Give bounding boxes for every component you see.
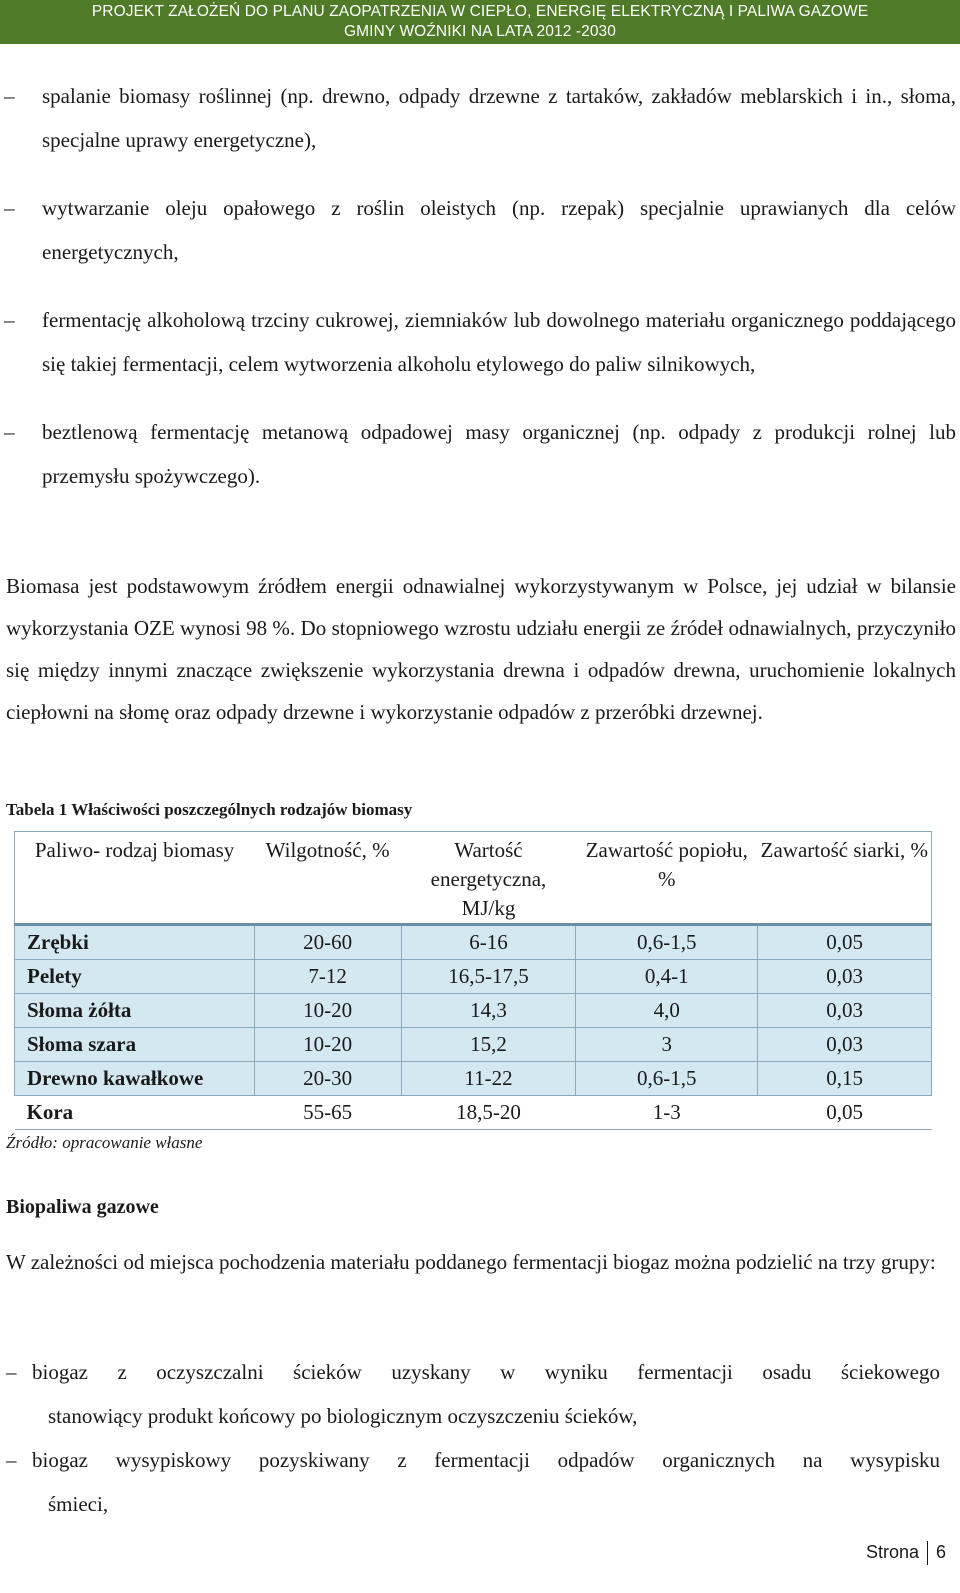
list-item-continuation: śmieci, — [48, 1492, 109, 1516]
paragraph-biogas-groups: W zależności od miejsca pochodzenia materiału poddanego fermentacji biogaz można podzielić na trzy grupy: — [6, 1250, 936, 1274]
table-row — [15, 1062, 932, 1096]
page-header — [0, 0, 960, 44]
table-cell: 14,3 — [401, 994, 576, 1028]
table-cell: 0,05 — [758, 1096, 932, 1130]
table-row — [15, 1096, 932, 1130]
list-item-text: fermentację alkoholową trzciny cukrowej, ziemniaków lub dowolnego materiału organicznego poddającego się takiej fermentacji, celem wytworzenia alkoholu etylowego do paliw silnikowych, — [42, 308, 956, 376]
biogas-list — [6, 1350, 940, 1526]
table-cell: 0,15 — [758, 1062, 932, 1096]
table-cell: Drewno kawałkowe — [15, 1062, 255, 1096]
table-cell: 18,5-20 — [401, 1096, 576, 1130]
dash-marker: – — [4, 196, 15, 220]
footer-label: Strona — [865, 1541, 919, 1562]
footer-separator — [927, 1541, 928, 1565]
table-cell: 0,03 — [758, 960, 932, 994]
table-cell: 3 — [576, 1028, 758, 1062]
list-item — [0, 186, 960, 274]
table-cell: Pelety — [15, 960, 255, 994]
bullet-list — [0, 74, 960, 498]
table-cell: 0,03 — [758, 994, 932, 1028]
table-cell: Zrębki — [15, 925, 255, 960]
table-row — [15, 1028, 932, 1062]
dash-marker: – — [4, 420, 15, 444]
table-cell: Słoma szara — [15, 1028, 255, 1062]
table-cell: 10-20 — [254, 994, 401, 1028]
table-row — [15, 925, 932, 960]
table-cell: 20-60 — [254, 925, 401, 960]
paragraph-biomass: Biomasa jest podstawowym źródłem energii odnawialnej wykorzystywanym w Polsce, jej udział w bilansie wykorzystania OZE wynosi 98 %. Do stopniowego wzrostu udziału energii ze źródeł odnawialnych, przyczyniło się między innymi znaczące zwiększenie wykorzystania drewna i odpadów drewna, uruchomienie lokalnych ciepłowni na słomę oraz odpady drzewne i wykorzystanie odpadów z przeróbki drzewnej. — [6, 574, 956, 724]
page-number: 6 — [935, 1541, 946, 1562]
list-item — [6, 1350, 940, 1438]
table-cell: 0,6-1,5 — [576, 1062, 758, 1096]
table-cell: 20-30 — [254, 1062, 401, 1096]
table-header-row — [15, 832, 932, 925]
header-title-line2: GMINY WOŹNIKI NA LATA 2012 -2030 — [344, 23, 616, 40]
header-title-line1: PROJEKT ZAŁOŻEŃ DO PLANU ZAOPATRZENIA W CIEPŁO, ENERGIĘ ELEKTRYCZNĄ I PALIWA GAZOWE — [91, 3, 869, 20]
table-cell: 4,0 — [576, 994, 758, 1028]
list-item-continuation: stanowiący produkt końcowy po biologicznym oczyszczeniu ścieków, — [48, 1404, 638, 1428]
list-item-text: beztlenową fermentację metanową odpadowej masy organicznej (np. odpady z produkcji rolnej lub przemysłu spożywczego). — [42, 420, 956, 488]
table-row — [15, 994, 932, 1028]
column-header: Zawartość siarki, % — [758, 832, 932, 925]
column-header: Paliwo- rodzaj biomasy — [15, 832, 255, 925]
column-header: Wartość energetyczna, MJ/kg — [401, 832, 576, 925]
list-item — [6, 1438, 940, 1526]
table-cell: 0,03 — [758, 1028, 932, 1062]
table-cell: 0,05 — [758, 925, 932, 960]
list-item-text: spalanie biomasy roślinnej (np. drewno, odpady drzewne z tartaków, zakładów meblarskich i in., słoma, specjalne uprawy energetyczne), — [42, 84, 956, 152]
biomass-properties-table — [14, 831, 932, 1130]
list-item-line1: biogaz wysypiskowy pozyskiwany z fermentacji odpadów organicznych na wysypisku — [32, 1448, 940, 1472]
dash-marker: – — [4, 84, 15, 108]
dash-marker: – — [6, 1360, 17, 1384]
table-cell: Słoma żółta — [15, 994, 255, 1028]
table-cell: 55-65 — [254, 1096, 401, 1130]
table-cell: 11-22 — [401, 1062, 576, 1096]
column-header: Zawartość popiołu, % — [576, 832, 758, 925]
column-header: Wilgotność, % — [254, 832, 401, 925]
table-cell: Kora — [15, 1096, 255, 1130]
table-cell: 7-12 — [254, 960, 401, 994]
list-item — [0, 74, 960, 162]
table-cell: 1-3 — [576, 1096, 758, 1130]
table-source-note: Źródło: opracowanie własne — [6, 1133, 203, 1152]
table-cell: 6-16 — [401, 925, 576, 960]
table-cell: 10-20 — [254, 1028, 401, 1062]
list-item-text: wytwarzanie oleju opałowego z roślin oleistych (np. rzepak) specjalnie uprawianych dla celów energetycznych, — [42, 196, 956, 264]
table-row — [15, 960, 932, 994]
list-item — [0, 298, 960, 386]
table-cell: 0,6-1,5 — [576, 925, 758, 960]
list-item — [0, 410, 960, 498]
dash-marker: – — [4, 308, 15, 332]
list-item-line1: biogaz z oczyszczalni ścieków uzyskany w wyniku fermentacji osadu ściekowego — [32, 1360, 940, 1384]
section-heading: Biopaliwa gazowe — [6, 1196, 159, 1218]
page-footer — [866, 1541, 946, 1565]
table-cell: 16,5-17,5 — [401, 960, 576, 994]
table-cell: 0,4-1 — [576, 960, 758, 994]
table-caption: Tabela 1 Właściwości poszczególnych rodzajów biomasy — [6, 800, 413, 819]
dash-marker: – — [6, 1448, 17, 1472]
table-cell: 15,2 — [401, 1028, 576, 1062]
